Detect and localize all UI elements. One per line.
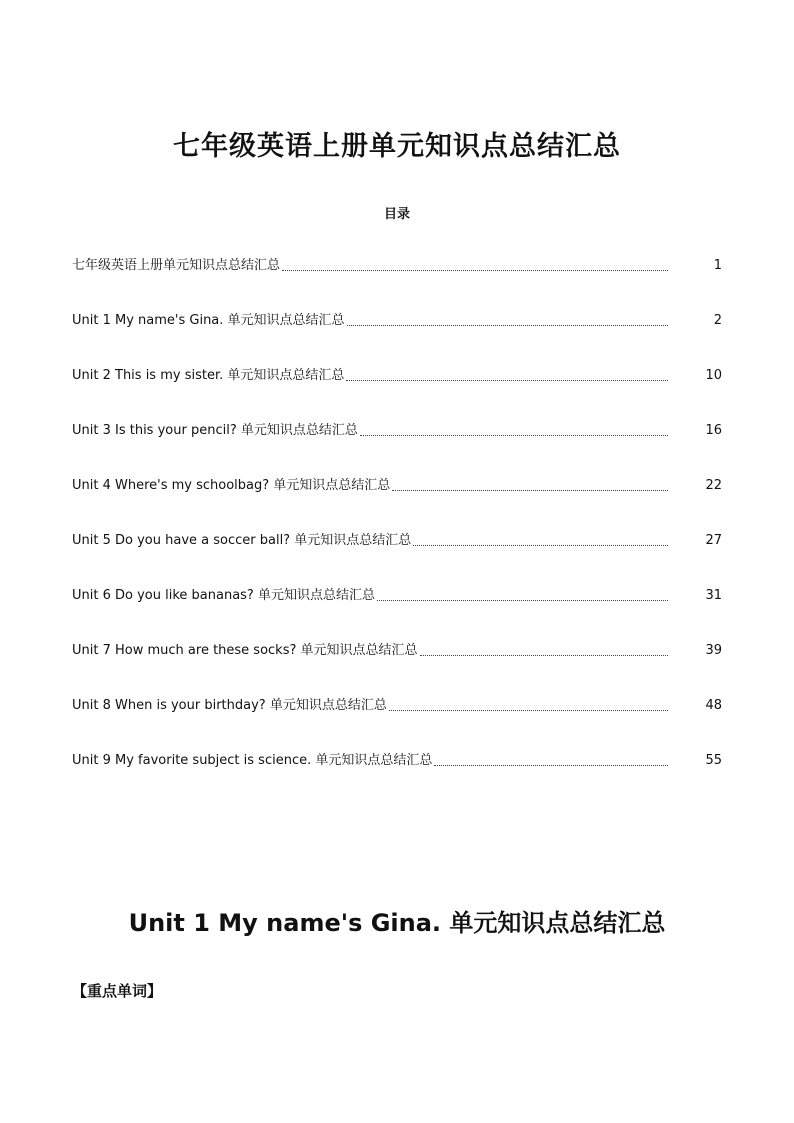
toc-dot-leader: [377, 584, 668, 601]
toc-entry[interactable]: [72, 694, 722, 749]
toc-entry[interactable]: [72, 749, 722, 804]
toc-entry-page: 10: [705, 368, 722, 383]
toc-entry[interactable]: [72, 419, 722, 474]
toc-entry-label: Unit 7 How much are these socks? 单元知识点总结汇总: [72, 643, 418, 658]
toc-entry-label: Unit 9 My favorite subject is science. 单元知识点总结汇总: [72, 753, 433, 768]
toc-entry[interactable]: [72, 584, 722, 639]
toc-dot-leader: [282, 254, 668, 271]
toc-entry-page: 1: [713, 258, 722, 273]
section-title: Unit 1 My name's Gina. 单元知识点总结汇总: [128, 909, 666, 937]
toc-entry[interactable]: [72, 254, 722, 309]
toc-entry-label: Unit 4 Where's my schoolbag? 单元知识点总结汇总: [72, 478, 391, 493]
toc-entry-label: Unit 6 Do you like bananas? 单元知识点总结汇总: [72, 588, 375, 603]
toc-heading: 目录: [383, 207, 410, 222]
toc-dot-leader: [420, 639, 668, 656]
toc-dot-leader: [413, 529, 668, 546]
toc-entry-label: Unit 2 This is my sister. 单元知识点总结汇总: [72, 368, 345, 383]
toc-entry-page: 16: [705, 423, 722, 438]
toc-entry-page: 27: [705, 533, 722, 548]
toc-entry[interactable]: [72, 364, 722, 419]
table-of-contents: [72, 254, 722, 804]
toc-dot-leader: [347, 309, 668, 326]
section-subheading: 【重点单词】: [72, 982, 163, 1000]
toc-entry[interactable]: [72, 309, 722, 364]
toc-entry-page: 48: [705, 698, 722, 713]
toc-dot-leader: [434, 749, 668, 766]
document-title: 七年级英语上册单元知识点总结汇总: [173, 131, 621, 162]
toc-dot-leader: [360, 419, 668, 436]
toc-entry-label: Unit 1 My name's Gina. 单元知识点总结汇总: [72, 313, 345, 328]
toc-entry-label: Unit 8 When is your birthday? 单元知识点总结汇总: [72, 698, 387, 713]
toc-dot-leader: [389, 694, 668, 711]
toc-entry-page: 2: [713, 313, 722, 328]
toc-entry[interactable]: [72, 639, 722, 694]
toc-entry-label: 七年级英语上册单元知识点总结汇总: [72, 258, 281, 273]
toc-entry-page: 31: [705, 588, 722, 603]
toc-entry-label: Unit 3 Is this your pencil? 单元知识点总结汇总: [72, 423, 358, 438]
toc-entry-label: Unit 5 Do you have a soccer ball? 单元知识点总结汇总: [72, 533, 412, 548]
toc-entry[interactable]: [72, 529, 722, 584]
toc-dot-leader: [346, 364, 668, 381]
toc-entry-page: 22: [705, 478, 722, 493]
toc-entry-page: 55: [705, 753, 722, 768]
toc-entry[interactable]: [72, 474, 722, 529]
toc-dot-leader: [392, 474, 668, 491]
toc-entry-page: 39: [705, 643, 722, 658]
